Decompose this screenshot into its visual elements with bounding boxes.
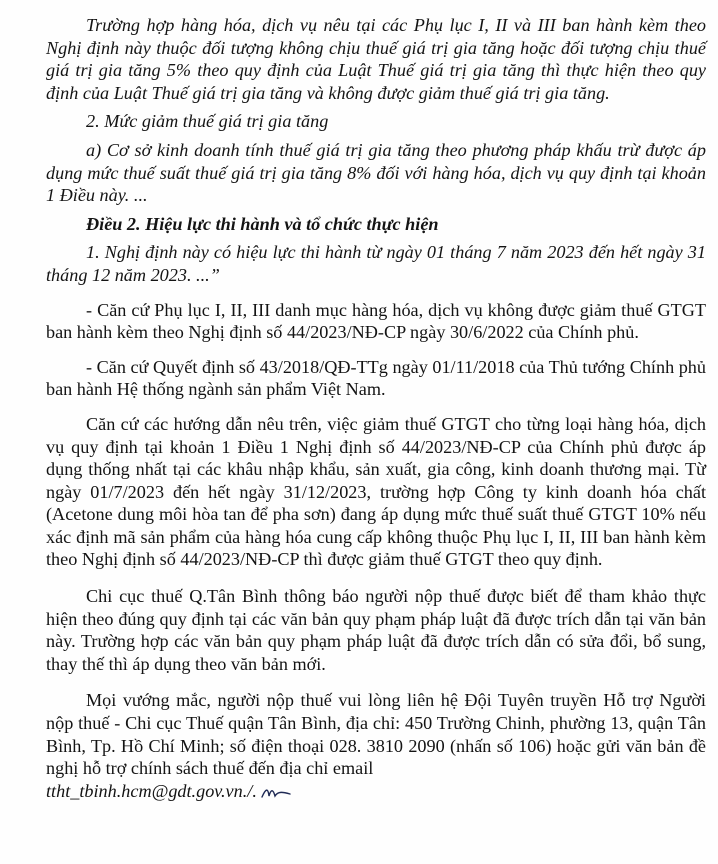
email-suffix: ./.	[242, 780, 257, 801]
quoted-heading-tax-reduction: 2. Mức giảm thuế giá trị gia tăng	[86, 111, 329, 132]
conclusion-paragraph: Căn cứ các hướng dẫn nêu trên, việc giảm thuế GTGT cho từng loại hàng hóa, dịch vụ quy định tại khoản 1 Điều 1 Nghị định số 44/2023/NĐ-CP của Chính phủ được áp dụng thống nhất tại các khâu nhập khẩu, sản xuất, gia công, kinh doanh thương mại. Từ ngày 01/7/2023 đến hết ngày 31/12/2023, trường hợp Công ty kinh doanh hóa chất (Acetone dung môi hòa tan để pha sơn) đang áp dụng mức thuế suất thuế GTGT 10% nếu xác định mã sản phẩm của hàng hóa cung cấp không thuộc Phụ lục I, II, III ban hành kèm theo Nghị định số 44/2023/NĐ-CP thì được giảm thuế GTGT theo quy định.	[46, 413, 706, 570]
contact-paragraph	[46, 689, 706, 802]
contact-text: Mọi vướng mắc, người nộp thuế vui lòng liên hệ Đội Tuyên truyền Hỗ trợ Người nộp thuế - Chi cục Thuế quận Tân Bình, địa chỉ: 450 Trường Chinh, phường 13, quận Tân Bình, Tp. Hồ Chí Minh; số điện thoại 028. 3810 2090 (nhấn số 106) hoặc gửi văn bản đề nghị hỗ trợ chính sách thuế đến địa chỉ email	[46, 690, 706, 779]
notice-paragraph: Chi cục thuế Q.Tân Bình thông báo người nộp thuế được biết để tham khảo thực hiện theo đúng quy định tại các văn bản quy phạm pháp luật đã được trích dẫn tại văn bản này. Trường hợp các văn bản quy phạm pháp luật đã được trích dẫn có sửa đổi, bổ sung, thay thế thì áp dụng theo văn bản mới.	[46, 586, 706, 674]
email-address[interactable]: ttht_tbinh.hcm@gdt.gov.vn	[46, 780, 243, 801]
quoted-paragraph-exception: Trường hợp hàng hóa, dịch vụ nêu tại các Phụ lục I, II và III ban hành kèm theo Nghị định này thuộc đối tượng không chịu thuế giá trị gia tăng hoặc đối tượng chịu thuế giá trị gia tăng 5% theo quy định của Luật Thuế giá trị gia tăng thì thực hiện theo quy định của Luật Thuế giá trị gia tăng và không được giảm thuế giá trị gia tăng.	[46, 15, 706, 103]
basis-paragraph-decision: - Căn cứ Quyết định số 43/2018/QĐ-TTg ngày 01/11/2018 của Thủ tướng Chính phủ ban hành Hệ thống ngành sản phẩm Việt Nam.	[46, 356, 706, 400]
signature-mark-icon	[261, 786, 291, 800]
quoted-paragraph-effective-date: 1. Nghị định này có hiệu lực thi hành từ ngày 01 tháng 7 năm 2023 đến hết ngày 31 tháng 12 năm 2023. ...”	[46, 242, 706, 285]
basis-paragraph-appendix: - Căn cứ Phụ lục I, II, III danh mục hàng hóa, dịch vụ không được giảm thuế GTGT ban hành kèm theo Nghị định số 44/2023/NĐ-CP ngày 30/6/2022 của Chính phủ.	[46, 299, 706, 343]
article-2-heading: Điều 2. Hiệu lực thi hành và tổ chức thực hiện	[86, 213, 439, 234]
quoted-paragraph-deduction-method: a) Cơ sở kinh doanh tính thuế giá trị gia tăng theo phương pháp khấu trừ được áp dụng mức thuế suất thuế giá trị gia tăng 8% đối với hàng hóa, dịch vụ quy định tại khoản 1 Điều này. ...	[46, 139, 706, 206]
email-line	[46, 781, 291, 801]
